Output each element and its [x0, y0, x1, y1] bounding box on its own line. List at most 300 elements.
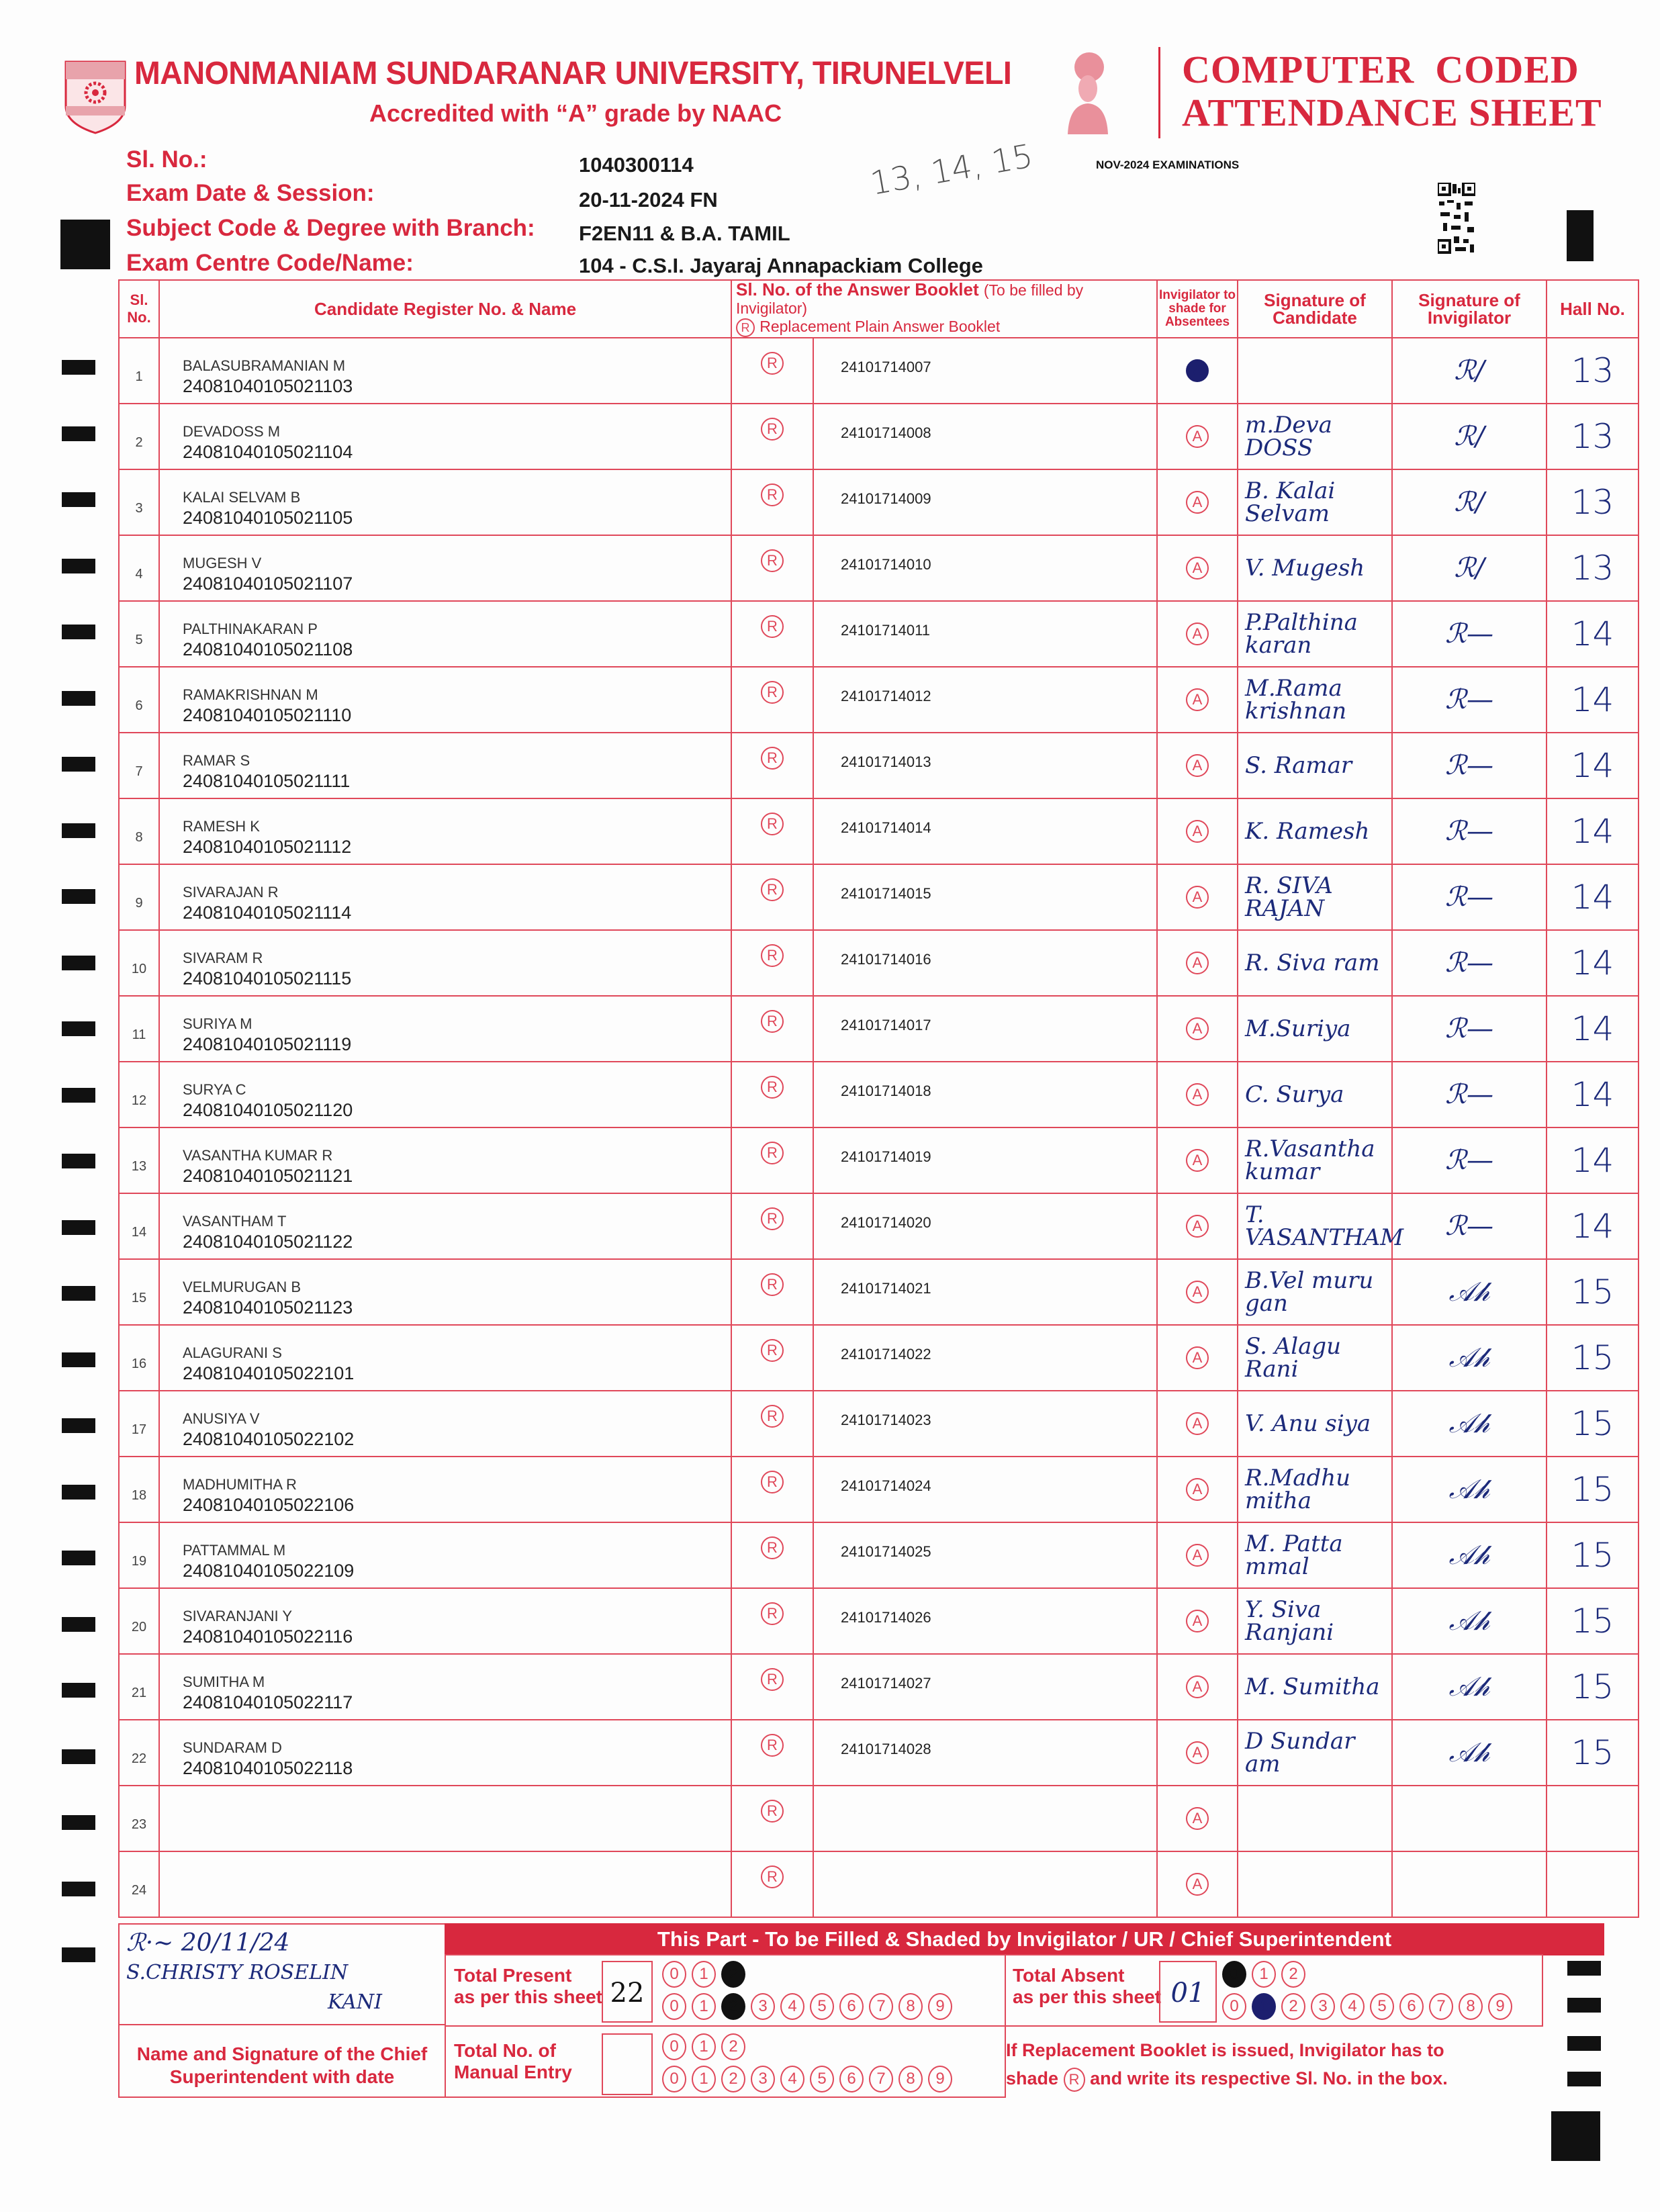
total-absent-units-bubbles: [1222, 1993, 1512, 2020]
invigilator-signature[interactable]: ℛ∕: [1392, 469, 1547, 535]
absent-units-bubble-8[interactable]: 8: [1459, 1993, 1483, 2020]
invigilator-signature[interactable]: ℛ—: [1392, 601, 1547, 667]
present-tens-bubble-0[interactable]: 0: [662, 1961, 686, 1988]
table-row: [119, 864, 1639, 930]
total-present-box[interactable]: 22: [602, 1961, 653, 2023]
row-sl-no: 10: [119, 930, 159, 996]
accreditation-text: Accredited with “A” grade by NAAC: [369, 99, 782, 127]
hall-number[interactable]: 15: [1547, 1720, 1639, 1786]
absent-units-bubble-7[interactable]: 7: [1429, 1993, 1453, 2020]
absentee-bubble[interactable]: A: [1186, 886, 1209, 909]
invigilator-signature[interactable]: 𝒜𝒽: [1392, 1720, 1547, 1786]
answer-booklet-number: 24101714021: [813, 1259, 1157, 1325]
replacement-booklet-note: [1006, 2036, 1448, 2092]
founder-portrait: [1066, 47, 1109, 134]
candidate-signature[interactable]: M.Rama krishnan: [1238, 667, 1392, 733]
absentee-bubble[interactable]: A: [1186, 1083, 1209, 1106]
replacement-note-rest: and write its respective Sl. No. in the box.: [1090, 2068, 1448, 2088]
manual-entry-box[interactable]: [602, 2033, 653, 2095]
present-units-bubble-3[interactable]: 3: [751, 1993, 775, 2020]
absentee-cell: [1157, 601, 1238, 667]
replacement-bubble[interactable]: R: [761, 1865, 784, 1888]
absentee-bubble[interactable]: A: [1186, 1281, 1209, 1303]
present-units-bubble-5[interactable]: 5: [810, 1993, 834, 2020]
manual-tens-bubble-1[interactable]: 1: [692, 2033, 716, 2060]
manual-units-bubble-4[interactable]: 4: [780, 2066, 804, 2092]
present-units-bubble-8[interactable]: 8: [898, 1993, 923, 2020]
manual-tens-bubble-2[interactable]: 2: [721, 2033, 745, 2060]
table-row: [119, 1259, 1639, 1325]
replacement-cell: [731, 1720, 813, 1786]
replacement-bubble[interactable]: R: [761, 1142, 784, 1164]
absentee-bubble[interactable]: A: [1186, 1741, 1209, 1764]
candidate-cell: [159, 930, 731, 996]
registration-mark-top-left: [60, 220, 110, 269]
absentee-bubble[interactable]: A: [1186, 1017, 1209, 1040]
absent-units-bubble-4[interactable]: 4: [1340, 1993, 1365, 2020]
candidate-signature[interactable]: S. Ramar: [1238, 733, 1392, 798]
chief-label-box: [118, 2024, 446, 2098]
exam-centre-label: Exam Centre Code/Name:: [126, 250, 414, 276]
register-number: 24081040105022102: [183, 1428, 355, 1449]
invigilator-signature[interactable]: ℛ—: [1392, 1193, 1547, 1259]
replacement-bubble[interactable]: R: [761, 944, 784, 967]
candidate-name: SIVARAJAN R: [183, 883, 279, 901]
absent-units-bubble-0[interactable]: 0: [1222, 1993, 1246, 2020]
replacement-bubble[interactable]: R: [761, 1734, 784, 1757]
absentee-bubble[interactable]: A: [1186, 1412, 1209, 1435]
answer-booklet-number: 24101714013: [813, 733, 1157, 798]
hall-number[interactable]: 14: [1547, 1193, 1639, 1259]
invigilator-signature[interactable]: 𝒜𝒽: [1392, 1654, 1547, 1720]
timing-mark: [62, 625, 95, 639]
manual-units-bubble-3[interactable]: 3: [751, 2066, 775, 2092]
absentee-cell: [1157, 1193, 1238, 1259]
absentee-cell: [1157, 798, 1238, 864]
absent-units-bubble-3[interactable]: 3: [1311, 1993, 1335, 2020]
replacement-bubble[interactable]: R: [761, 1405, 784, 1428]
present-units-bubble-7[interactable]: 7: [869, 1993, 893, 2020]
candidate-cell: [159, 1193, 731, 1259]
absentee-bubble[interactable]: A: [1186, 1544, 1209, 1567]
invigilator-signature[interactable]: 𝒜𝒽: [1392, 1588, 1547, 1654]
candidate-signature[interactable]: [1238, 1851, 1392, 1917]
present-units-bubble-2[interactable]: 2: [721, 1993, 745, 2020]
row-sl-no: 6: [119, 667, 159, 733]
invigilator-signature[interactable]: 𝒜𝒽: [1392, 1457, 1547, 1522]
register-number: 24081040105022101: [183, 1363, 355, 1383]
absentee-bubble[interactable]: A: [1186, 1610, 1209, 1632]
row-sl-no: 12: [119, 1062, 159, 1127]
absent-units-bubble-9[interactable]: 9: [1488, 1993, 1512, 2020]
present-units-bubble-6[interactable]: 6: [839, 1993, 864, 2020]
qr-code: [1438, 183, 1475, 255]
sl-no-label: Sl. No.:: [126, 146, 208, 173]
candidate-signature[interactable]: B. Kalai Selvam: [1238, 469, 1392, 535]
candidate-name: VASANTHAM T: [183, 1212, 287, 1230]
candidate-signature[interactable]: K. Ramesh: [1238, 798, 1392, 864]
replacement-cell: [731, 1654, 813, 1720]
chief-signature-line-3: KANI: [328, 1990, 382, 2014]
invigilator-signature[interactable]: ℛ—: [1392, 1127, 1547, 1193]
replacement-bubble[interactable]: R: [761, 352, 784, 375]
hall-number[interactable]: 15: [1547, 1588, 1639, 1654]
replacement-cell: [731, 404, 813, 469]
hall-number[interactable]: 15: [1547, 1325, 1639, 1391]
header-candidate: Candidate Register No. & Name: [159, 280, 731, 338]
replacement-bubble[interactable]: R: [761, 681, 784, 704]
register-number: 24081040105022106: [183, 1494, 355, 1515]
register-number: 24081040105021104: [183, 441, 353, 462]
answer-booklet-number: 24101714025: [813, 1522, 1157, 1588]
answer-booklet-number: 24101714010: [813, 535, 1157, 601]
candidate-cell: [159, 1654, 731, 1720]
header-divider: [1158, 47, 1160, 138]
register-number: 24081040105021110: [183, 704, 352, 725]
chief-signature-line-1: ℛ·∼ 20/11/24: [126, 1929, 290, 1957]
hall-number[interactable]: 14: [1547, 667, 1639, 733]
manual-units-bubble-2[interactable]: 2: [721, 2066, 745, 2092]
candidate-signature[interactable]: D Sundar am: [1238, 1720, 1392, 1786]
absentee-cell: [1157, 733, 1238, 798]
candidate-name: DEVADOSS M: [183, 422, 281, 440]
register-number: 24081040105022116: [183, 1626, 353, 1647]
absent-units-bubble-5[interactable]: 5: [1370, 1993, 1394, 2020]
invigilator-signature[interactable]: ℛ—: [1392, 996, 1547, 1062]
replacement-bubble[interactable]: R: [761, 747, 784, 770]
candidate-cell: [159, 1062, 731, 1127]
candidate-name: MUGESH V: [183, 554, 262, 571]
table-row: [119, 930, 1639, 996]
timing-mark: [62, 1220, 95, 1235]
absentee-bubble[interactable]: A: [1186, 623, 1209, 645]
replacement-bubble[interactable]: R: [761, 878, 784, 901]
invigilator-signature[interactable]: ℛ∕: [1392, 535, 1547, 601]
candidate-signature[interactable]: R.Vasantha kumar: [1238, 1127, 1392, 1193]
candidate-cell: [159, 469, 731, 535]
candidate-signature[interactable]: M.Suriya: [1238, 996, 1392, 1062]
invigilator-signature[interactable]: ℛ—: [1392, 864, 1547, 930]
hall-number[interactable]: 14: [1547, 798, 1639, 864]
invigilator-signature[interactable]: ℛ—: [1392, 798, 1547, 864]
absent-tens-bubble-2[interactable]: 2: [1281, 1961, 1305, 1988]
candidate-name: SIVARANJANI Y: [183, 1607, 293, 1624]
register-number: 24081040105021105: [183, 507, 353, 528]
replacement-cell: [731, 798, 813, 864]
absent-units-bubble-6[interactable]: 6: [1399, 1993, 1424, 2020]
replacement-bubble[interactable]: R: [761, 1471, 784, 1493]
table-row: [119, 1720, 1639, 1786]
absentee-cell: [1157, 1325, 1238, 1391]
answer-booklet-number: 24101714024: [813, 1457, 1157, 1522]
candidate-signature[interactable]: M. Patta mmal: [1238, 1522, 1392, 1588]
absentee-bubble[interactable]: A: [1186, 1478, 1209, 1501]
hall-number[interactable]: 14: [1547, 601, 1639, 667]
hall-number[interactable]: 14: [1547, 864, 1639, 930]
absentee-bubble[interactable]: A: [1186, 952, 1209, 974]
present-units-bubble-4[interactable]: 4: [780, 1993, 804, 2020]
answer-booklet-number: 24101714017: [813, 996, 1157, 1062]
present-tens-bubble-1[interactable]: 1: [692, 1961, 716, 1988]
absentee-cell: [1157, 930, 1238, 996]
present-units-bubble-1[interactable]: 1: [692, 1993, 716, 2020]
replacement-cell: [731, 930, 813, 996]
register-number: 24081040105022117: [183, 1692, 353, 1712]
manual-units-bubble-8[interactable]: 8: [898, 2066, 923, 2092]
register-number: 24081040105021120: [183, 1099, 353, 1120]
answer-booklet-number: 24101714011: [813, 601, 1157, 667]
replacement-bubble[interactable]: R: [761, 1273, 784, 1296]
present-units-bubble-9[interactable]: 9: [928, 1993, 952, 2020]
candidate-signature[interactable]: m.Deva DOSS: [1238, 404, 1392, 469]
absentee-cell: [1157, 1851, 1238, 1917]
candidate-signature[interactable]: Y. Siva Ranjani: [1238, 1588, 1392, 1654]
candidate-signature[interactable]: R.Madhu mitha: [1238, 1457, 1392, 1522]
hall-number[interactable]: 15: [1547, 1259, 1639, 1325]
candidate-cell: [159, 1851, 731, 1917]
table-row: [119, 1851, 1639, 1917]
absent-tens-bubble-1[interactable]: 1: [1252, 1961, 1276, 1988]
hall-number[interactable]: [1547, 1786, 1639, 1851]
replacement-bubble[interactable]: R: [761, 1076, 784, 1099]
replacement-cell: [731, 535, 813, 601]
absentee-bubble[interactable]: A: [1186, 1873, 1209, 1896]
hall-number[interactable]: 14: [1547, 996, 1639, 1062]
hall-number[interactable]: 15: [1547, 1522, 1639, 1588]
candidate-cell: [159, 667, 731, 733]
chief-superintendent-signature-box[interactable]: [118, 1923, 446, 2025]
table-row: [119, 1391, 1639, 1457]
table-row: [119, 338, 1639, 404]
timing-mark: [62, 426, 95, 441]
candidate-signature[interactable]: [1238, 338, 1392, 404]
table-row: [119, 667, 1639, 733]
candidate-cell: [159, 1720, 731, 1786]
absentee-bubble[interactable]: A: [1186, 820, 1209, 843]
sheet-title-line-1: COMPUTER CODED: [1182, 48, 1579, 91]
timing-mark: [62, 1418, 95, 1433]
answer-booklet-number: 24101714016: [813, 930, 1157, 996]
table-row: [119, 1654, 1639, 1720]
table-row: [119, 1062, 1639, 1127]
replacement-bubble[interactable]: R: [761, 418, 784, 441]
candidate-name: SUMITHA M: [183, 1673, 265, 1690]
candidate-name: VASANTHA KUMAR R: [183, 1146, 333, 1164]
candidate-signature[interactable]: T. VASANTHAM: [1238, 1193, 1392, 1259]
timing-mark: [62, 1947, 95, 1962]
hall-number[interactable]: 13: [1547, 469, 1639, 535]
candidate-name: RAMAKRISHNAN M: [183, 686, 318, 703]
exam-date-label: Exam Date & Session:: [126, 180, 375, 206]
replacement-bubble[interactable]: R: [761, 1339, 784, 1362]
register-number: 24081040105021115: [183, 968, 352, 988]
candidate-name: MADHUMITHA R: [183, 1475, 297, 1493]
manual-entry-label-2: Manual Entry: [454, 2062, 572, 2082]
absentee-bubble[interactable]: A: [1186, 1149, 1209, 1172]
manual-units-bubble-7[interactable]: 7: [869, 2066, 893, 2092]
replacement-cell: [731, 338, 813, 404]
invigilator-signature[interactable]: ℛ—: [1392, 1062, 1547, 1127]
candidate-signature[interactable]: [1238, 1786, 1392, 1851]
replacement-cell: [731, 733, 813, 798]
invigilator-signature[interactable]: 𝒜𝒽: [1392, 1325, 1547, 1391]
candidate-signature[interactable]: C. Surya: [1238, 1062, 1392, 1127]
manual-units-bubble-0[interactable]: 0: [662, 2066, 686, 2092]
row-sl-no: 7: [119, 733, 159, 798]
registration-mark-bottom-right: [1551, 2111, 1600, 2161]
candidate-signature[interactable]: V. Anu siya: [1238, 1391, 1392, 1457]
absentee-bubble[interactable]: A: [1186, 1807, 1209, 1830]
hall-number[interactable]: 15: [1547, 1457, 1639, 1522]
replacement-bubble[interactable]: R: [761, 549, 784, 572]
candidate-signature[interactable]: B.Vel muru gan: [1238, 1259, 1392, 1325]
candidate-cell: [159, 535, 731, 601]
timing-mark: [62, 492, 95, 507]
hall-number[interactable]: 15: [1547, 1654, 1639, 1720]
exam-session-tag: NOV-2024 EXAMINATIONS: [1096, 158, 1240, 171]
invigilator-signature[interactable]: [1392, 1786, 1547, 1851]
hall-number[interactable]: 14: [1547, 733, 1639, 798]
exam-centre-value: 104 - C.S.I. Jayaraj Annapackiam College: [579, 254, 983, 277]
row-sl-no: 8: [119, 798, 159, 864]
absentee-bubble[interactable]: A: [1186, 1675, 1209, 1698]
replacement-bubble[interactable]: R: [761, 615, 784, 638]
replacement-bubble[interactable]: R: [761, 1536, 784, 1559]
header-answer-booklet: [731, 280, 1157, 338]
register-number: 24081040105021114: [183, 902, 352, 923]
absent-units-bubble-1[interactable]: 1: [1252, 1993, 1276, 2020]
table-row: [119, 535, 1639, 601]
manual-entry-tens-bubbles: [662, 2033, 745, 2060]
replacement-bubble[interactable]: R: [761, 813, 784, 835]
manual-units-bubble-9[interactable]: 9: [928, 2066, 952, 2092]
replacement-note-line-2: [1006, 2064, 1448, 2092]
hall-number[interactable]: [1547, 1851, 1639, 1917]
absentee-cell: [1157, 404, 1238, 469]
hall-number[interactable]: 14: [1547, 930, 1639, 996]
absent-units-bubble-2[interactable]: 2: [1281, 1993, 1305, 2020]
candidate-signature[interactable]: P.Palthina karan: [1238, 601, 1392, 667]
candidate-signature[interactable]: M. Sumitha: [1238, 1654, 1392, 1720]
replacement-cell: [731, 1522, 813, 1588]
timing-mark: [62, 360, 95, 375]
university-name: MANONMANIAM SUNDARANAR UNIVERSITY, TIRUNELVELI: [134, 56, 1012, 91]
replacement-bubble[interactable]: R: [761, 1010, 784, 1033]
hall-number[interactable]: 14: [1547, 1062, 1639, 1127]
replacement-cell: [731, 1127, 813, 1193]
row-sl-no: 24: [119, 1851, 159, 1917]
table-row: [119, 1127, 1639, 1193]
handwritten-hall-numbers: 13, 14, 15: [867, 137, 1036, 203]
hall-number[interactable]: 14: [1547, 1127, 1639, 1193]
timing-mark: [62, 559, 95, 573]
total-absent-box[interactable]: 01: [1159, 1961, 1217, 2023]
candidate-signature[interactable]: R. SIVA RAJAN: [1238, 864, 1392, 930]
absentee-cell: [1157, 667, 1238, 733]
row-sl-no: 11: [119, 996, 159, 1062]
replacement-bubble[interactable]: R: [761, 1207, 784, 1230]
row-sl-no: 1: [119, 338, 159, 404]
candidate-cell: [159, 1522, 731, 1588]
manual-units-bubble-6[interactable]: 6: [839, 2066, 864, 2092]
absentee-cell: [1157, 1786, 1238, 1851]
absentee-bubble[interactable]: A: [1186, 425, 1209, 448]
absentee-bubble[interactable]: A: [1186, 557, 1209, 580]
invigilator-signature[interactable]: 𝒜𝒽: [1392, 1522, 1547, 1588]
replacement-bubble[interactable]: R: [761, 483, 784, 506]
row-sl-no: 13: [119, 1127, 159, 1193]
timing-mark: [62, 1154, 95, 1168]
replacement-bubble[interactable]: R: [761, 1668, 784, 1691]
header-invigilator-signature: Signature of Invigilator: [1392, 280, 1547, 338]
candidate-cell: [159, 733, 731, 798]
absentee-bubble[interactable]: A: [1186, 491, 1209, 514]
invigilator-signature[interactable]: ℛ∕: [1392, 404, 1547, 469]
replacement-cell: [731, 667, 813, 733]
manual-tens-bubble-0[interactable]: 0: [662, 2033, 686, 2060]
replacement-bubble[interactable]: R: [761, 1602, 784, 1625]
candidate-signature[interactable]: R. Siva ram: [1238, 930, 1392, 996]
hall-number[interactable]: 13: [1547, 404, 1639, 469]
candidate-cell: [159, 601, 731, 667]
invigilator-signature[interactable]: ℛ—: [1392, 733, 1547, 798]
absentee-bubble[interactable]: A: [1186, 359, 1209, 382]
header-hall-no: Hall No.: [1547, 280, 1639, 338]
hall-number[interactable]: 13: [1547, 535, 1639, 601]
invigilator-signature[interactable]: 𝒜𝒽: [1392, 1391, 1547, 1457]
subject-label: Subject Code & Degree with Branch:: [126, 215, 535, 241]
hall-number[interactable]: 13: [1547, 338, 1639, 404]
total-absent-tens-bubbles: [1222, 1961, 1305, 1988]
absent-tens-bubble-0[interactable]: 0: [1222, 1961, 1246, 1988]
absentee-bubble[interactable]: A: [1186, 754, 1209, 777]
replacement-bubble[interactable]: R: [761, 1800, 784, 1823]
hall-number[interactable]: 15: [1547, 1391, 1639, 1457]
register-number: 24081040105021123: [183, 1297, 353, 1318]
manual-units-bubble-1[interactable]: 1: [692, 2066, 716, 2092]
invigilator-signature[interactable]: ℛ∕: [1392, 338, 1547, 404]
invigilator-signature[interactable]: ℛ—: [1392, 667, 1547, 733]
sl-no-value: 1040300114: [579, 153, 694, 177]
candidate-cell: [159, 798, 731, 864]
register-number: 24081040105021107: [183, 573, 353, 594]
invigilator-signature[interactable]: 𝒜𝒽: [1392, 1259, 1547, 1325]
row-sl-no: 5: [119, 601, 159, 667]
table-row: [119, 1786, 1639, 1851]
row-sl-no: 22: [119, 1720, 159, 1786]
candidate-signature[interactable]: S. Alagu Rani: [1238, 1325, 1392, 1391]
chief-superintendent-signature: [126, 1929, 382, 2017]
absentee-bubble[interactable]: A: [1186, 1346, 1209, 1369]
present-units-bubble-0[interactable]: 0: [662, 1993, 686, 2020]
timing-mark: [62, 691, 95, 706]
replacement-cell: [731, 864, 813, 930]
absentee-bubble[interactable]: A: [1186, 688, 1209, 711]
answer-booklet-number: [813, 1786, 1157, 1851]
answer-booklet-number: 24101714007: [813, 338, 1157, 404]
absentee-bubble[interactable]: A: [1186, 1215, 1209, 1238]
candidate-name: SIVARAM R: [183, 949, 263, 966]
invigilator-signature[interactable]: [1392, 1851, 1547, 1917]
present-tens-bubble-2[interactable]: 2: [721, 1961, 745, 1988]
row-sl-no: 17: [119, 1391, 159, 1457]
manual-units-bubble-5[interactable]: 5: [810, 2066, 834, 2092]
replacement-cell: [731, 601, 813, 667]
invigilator-signature[interactable]: ℛ—: [1392, 930, 1547, 996]
header-booklet-sub: Replacement Plain Answer Booklet: [759, 318, 1001, 335]
candidate-signature[interactable]: V. Mugesh: [1238, 535, 1392, 601]
header-sl-no: Sl. No.: [119, 280, 159, 338]
